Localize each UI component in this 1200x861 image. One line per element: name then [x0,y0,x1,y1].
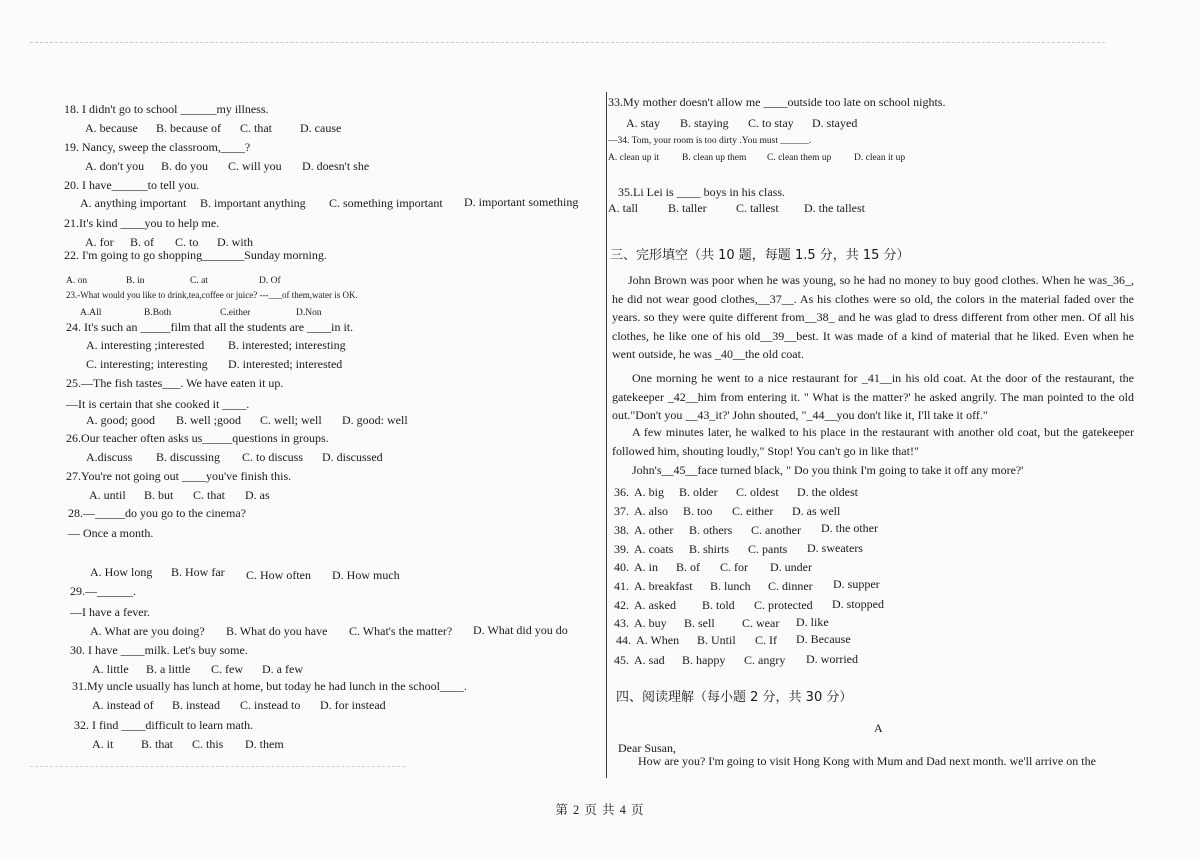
q32-stem: 32. I find ____difficult to learn math. [74,718,254,732]
letter-line-1: How are you? I'm going to visit Hong Kong with Mum and Dad next month. we'll arrive on the [638,754,1096,768]
cloze-q36-num: 36. [614,485,629,499]
cloze-paragraph-1: John Brown was poor when he was young, so he had no money to buy good clothes. When he was_36_, he did not wear good clothes,__37__. As his clothes were so old, the colors in the material faded over the years. so they were quite different from__38_ and he was glad to dress different from other men. Of all his clothes, he like one of his old__39__best. It was made of a kind of material that he liked. Even when he went outside, he was _40__the old coat. [612,273,1134,362]
cloze-q38-num: 38. [614,523,629,537]
q28-opt-d: D. How much [332,568,400,582]
q18-opt-d: D. cause [300,121,342,135]
q22-opt-d: D. Of [259,276,281,286]
q25-opt-b: B. well ;good [176,413,241,427]
q19-opt-d: D. doesn't she [302,159,370,173]
q30-stem: 30. I have ____milk. Let's buy some. [70,643,248,657]
cloze-q42-opt-a: A. asked [634,598,676,612]
cloze-paragraph-3: A few minutes later, he walked to his place in the restaurant with another old coat, but the gatekeeper followed him, shouting loudly," Stop! You can't go in like that!" [612,425,1134,458]
cloze-q40-num: 40. [614,560,629,574]
q25-stem2: —It is certain that she cooked it ____. [66,397,250,411]
cloze-q38-opt-a: A. other [634,523,674,537]
q24-opt-b: B. interested; interesting [228,338,346,352]
cloze-q40-opt-a: A. in [634,560,658,574]
cloze-q37-opt-a: A. also [634,504,668,518]
cloze-q41-opt-b: B. lunch [710,579,751,593]
cloze-q45-opt-c: C. angry [744,653,786,667]
q32-opt-c: C. this [192,737,224,751]
q33-opt-d: D. stayed [812,116,858,130]
q27-opt-d: D. as [245,488,270,502]
q33-opt-c: C. to stay [748,116,794,130]
cloze-paragraph-2: One morning he went to a nice restaurant for _41__in his old coat. At the door of the restaurant, the gatekeeper _42__him from entering it. " What is the matter?' he asked angrily. The man pointed to the old out."Don't you __43_it?' John shouted, "_44__you don't like it, I'll take it off." [612,371,1134,423]
q26-opt-a: A.discuss [86,450,133,464]
cloze-q45-opt-a: A. sad [634,653,665,667]
q35-opt-c: C. tallest [736,201,779,215]
q25-opt-a: A. good; good [86,413,155,427]
cloze-q39-opt-c: C. pants [748,542,788,556]
letter-salutation: Dear Susan, [618,741,676,755]
q34-opt-d: D. clean it up [854,153,906,163]
q29-opt-a: A. What are you doing? [90,624,205,638]
cloze-q41-opt-d: D. supper [833,577,880,591]
q19-opt-b: B. do you [161,159,209,173]
cloze-q39-opt-a: A. coats [634,542,674,556]
cloze-q38-opt-c: C. another [751,523,801,537]
q29-stem2: —I have a fever. [70,605,150,619]
q20-opt-b: B. important anything [200,196,306,210]
cloze-q41-num: 41. [614,579,629,593]
q31-opt-c: C. instead to [240,698,301,712]
q18-opt-b: B. because of [156,121,221,135]
q29-opt-c: C. What's the matter? [349,624,453,638]
q31-opt-b: B. instead [172,698,220,712]
q32-opt-d: D. them [245,737,284,751]
q32-opt-b: B. that [141,737,173,751]
bottom-rule [30,766,405,767]
cloze-q44-num: 44. [616,633,631,647]
cloze-q40-opt-c: C. for [720,560,748,574]
passage-a-label: A [874,721,883,735]
page-number: 第 2 页 共 4 页 [555,803,645,817]
q21-opt-a: A. for [85,235,114,249]
q21-opt-b: B. of [130,235,154,249]
q22-stem: 22. I'm going to go shopping_______Sunday morning. [64,248,327,262]
cloze-q37-opt-c: C. either [732,504,774,518]
q22-opt-a: A. on [66,276,88,286]
q33-stem: 33.My mother doesn't allow me ____outside too late on school nights. [608,95,946,109]
cloze-q44-opt-b: B. Until [697,633,736,647]
cloze-q38-opt-b: B. others [689,523,733,537]
cloze-q42-opt-c: C. protected [754,598,813,612]
q18-opt-c: C. that [240,121,272,135]
q18-stem: 18. I didn't go to school ______my illness. [64,102,269,116]
q23-stem: 23.-What would you like to drink,tea,coffee or juice? ---___of them,water is OK. [66,290,358,300]
cloze-q36-opt-c: C. oldest [736,485,779,499]
q26-opt-d: D. discussed [322,450,383,464]
cloze-q44-opt-a: A. When [636,633,680,647]
cloze-q43-opt-a: A. buy [634,616,667,630]
q20-opt-d: D. important something [464,195,579,209]
q28-opt-a: A. How long [90,565,153,579]
cloze-q39-num: 39. [614,542,629,556]
q30-opt-c: C. few [211,662,243,676]
q28-stem2: — Once a month. [68,526,154,540]
q30-opt-b: B. a little [146,662,191,676]
cloze-q43-num: 43. [614,616,629,630]
q29-opt-d: D. What did you do [473,623,568,637]
q27-opt-b: B. but [144,488,174,502]
section4-heading: 四、阅读理解（每小题 2 分，共 30 分） [616,690,853,705]
q34-stem: —34. Tom, your room is too dirty .You must ______. [608,136,812,146]
cloze-q41-opt-a: A. breakfast [634,579,693,593]
q35-opt-a: A. tall [608,201,638,215]
q29-opt-b: B. What do you have [226,624,328,638]
q25-stem: 25.—The fish tastes___. We have eaten it up. [66,376,284,390]
q24-stem: 24. It's such an _____film that all the students are ____in it. [66,320,354,334]
column-divider [606,92,607,778]
cloze-q43-opt-c: C. wear [742,616,780,630]
cloze-q45-opt-d: D. worried [806,652,858,666]
q25-opt-c: C. well; well [260,413,322,427]
q23-opt-b: B.Both [144,308,172,318]
cloze-q39-opt-b: B. shirts [689,542,730,556]
cloze-q44-opt-c: C. If [755,633,777,647]
cloze-q36-opt-d: D. the oldest [797,485,858,499]
q20-opt-a: A. anything important [80,196,187,210]
cloze-q42-opt-b: B. told [702,598,735,612]
q24-opt-d: D. interested; interested [228,357,343,371]
q20-stem: 20. I have______to tell you. [64,178,200,192]
cloze-q38-opt-d: D. the other [821,521,878,535]
cloze-q43-opt-d: D. like [796,615,829,629]
q26-stem: 26.Our teacher often asks us_____questions in groups. [66,431,329,445]
q21-opt-d: D. with [217,235,253,249]
top-rule [30,42,1105,43]
q23-opt-a: A.All [80,308,102,318]
cloze-paragraph-4: John's__45__face turned black, " Do you think I'm going to take it off any more?' [632,463,1024,477]
q19-opt-a: A. don't you [85,159,145,173]
cloze-q45-num: 45. [614,653,629,667]
q23-opt-c: C.either [220,308,251,318]
cloze-q41-opt-c: C. dinner [768,579,813,593]
cloze-q37-num: 37. [614,504,629,518]
q27-opt-a: A. until [89,488,126,502]
cloze-q44-opt-d: D. Because [796,632,851,646]
cloze-q43-opt-b: B. sell [684,616,715,630]
q27-opt-c: C. that [193,488,225,502]
q22-opt-b: B. in [126,276,145,286]
q24-opt-a: A. interesting ;interested [86,338,205,352]
q34-opt-c: C. clean them up [767,153,832,163]
cloze-q42-opt-d: D. stopped [832,597,884,611]
q33-opt-b: B. staying [680,116,729,130]
cloze-q42-num: 42. [614,598,629,612]
q26-opt-c: C. to discuss [242,450,304,464]
q35-opt-b: B. taller [668,201,707,215]
q30-opt-a: A. little [92,662,129,676]
q19-stem: 19. Nancy, sweep the classroom,____? [64,140,251,154]
q26-opt-b: B. discussing [156,450,221,464]
q29-stem: 29.—______. [70,584,136,598]
cloze-q40-opt-b: B. of [676,560,700,574]
cloze-q37-opt-b: B. too [683,504,713,518]
cloze-q36-opt-b: B. older [679,485,718,499]
q31-stem: 31.My uncle usually has lunch at home, but today he had lunch in the school____. [72,679,467,693]
q22-opt-c: C. at [190,276,208,286]
q30-opt-d: D. a few [262,662,303,676]
cloze-q39-opt-d: D. sweaters [807,541,863,555]
q27-stem: 27.You're not going out ____you've finish this. [66,469,292,483]
cloze-q45-opt-b: B. happy [682,653,726,667]
section3-heading: 三、完形填空（共 10 题，每题 1.5 分，共 15 分） [610,248,910,263]
q34-opt-a: A. clean up it [608,153,660,163]
q35-stem: 35.Li Lei is ____ boys in his class. [618,185,785,199]
q34-opt-b: B. clean up them [682,153,747,163]
q20-opt-c: C. something important [329,196,443,210]
q28-opt-b: B. How far [171,565,225,579]
q28-stem: 28.—_____do you go to the cinema? [68,506,246,520]
q19-opt-c: C. will you [228,159,282,173]
q18-opt-a: A. because [85,121,138,135]
q33-opt-a: A. stay [626,116,660,130]
q21-stem: 21.It's kind ____you to help me. [64,216,220,230]
q24-opt-c: C. interesting; interesting [86,357,208,371]
q31-opt-d: D. for instead [320,698,386,712]
cloze-q36-opt-a: A. big [634,485,664,499]
q23-opt-d: D.Non [296,308,322,318]
q25-opt-d: D. good: well [342,413,408,427]
cloze-q37-opt-d: D. as well [792,504,841,518]
q35-opt-d: D. the tallest [804,201,865,215]
q32-opt-a: A. it [92,737,114,751]
q31-opt-a: A. instead of [92,698,154,712]
q21-opt-c: C. to [175,235,199,249]
q28-opt-c: C. How often [246,568,311,582]
cloze-q40-opt-d: D. under [770,560,812,574]
